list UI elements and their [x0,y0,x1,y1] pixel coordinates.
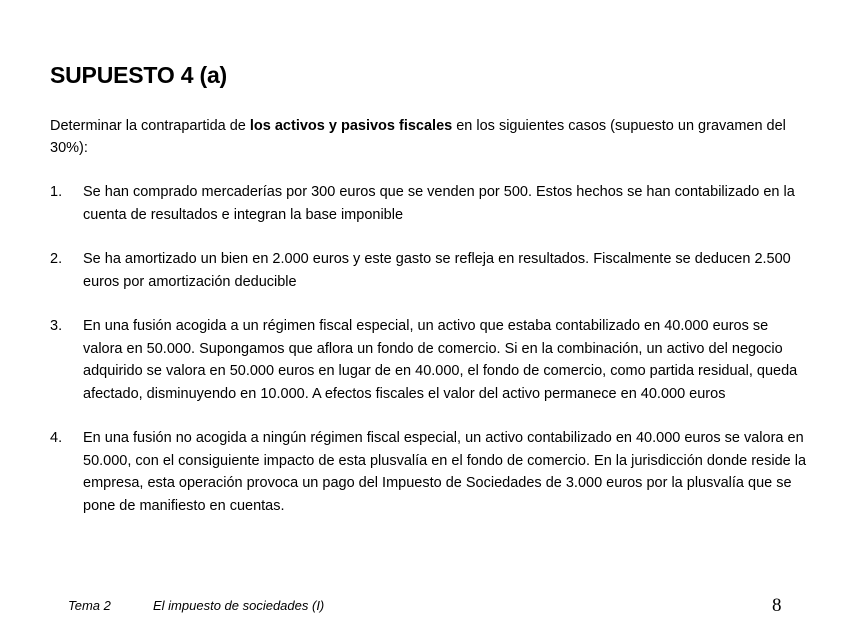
case-item-2 [50,248,810,293]
intro-paragraph [50,115,810,159]
case-text: En una fusión no acogida a ningún régimen fiscal especial, un activo contabilizado en 40.000 euros se valora en 50.000, con el consiguiente impacto de esta plusvalía en el fondo de comercio. En la jurisdicción donde reside la empresa, esta operación provoca un pago del Impuesto de Sociedades de 3.000 euros por la plusvalía que se pone de manifiesto en cuentas. [83,430,807,514]
case-text: Se ha amortizado un bien en 2.000 euros y este gasto se refleja en resultados. Fiscalmente se deducen 2.500 euros por amortización deducible [83,251,791,290]
intro-text-before: Determinar la contrapartida de [50,118,250,134]
slide-title: SUPUESTO 4 (a) [50,62,227,88]
case-number: 4. [50,430,63,446]
case-number: 1. [50,184,63,200]
case-item-1 [50,181,810,226]
case-number: 2. [50,251,63,267]
intro-text-after: en los siguientes casos (supuesto un gravamen del 30%): [50,118,786,156]
case-text: En una fusión acogida a un régimen fiscal especial, un activo que estaba contabilizado en 40.000 euros se valora en 50.000. Supongamos que aflora un fondo de comercio. Si en la combinación, un activo del negocio adquirido se valora en 50.000 euros en lugar de en 40.000, el fondo de comercio, como partida residual, queda afectado, disminuyendo en 10.000. A efectos fiscales el valor del activo permanece en 40.000 euros [83,318,798,402]
case-number: 3. [50,318,63,334]
case-item-4 [50,427,810,517]
case-list [50,181,810,539]
page-number: 8 [772,595,782,616]
intro-text-bold: los activos y pasivos fiscales [249,118,453,134]
case-item-3 [50,315,810,405]
footer-course-name: El impuesto de sociedades (I) [153,598,325,613]
case-text: Se han comprado mercaderías por 300 euros que se venden por 500. Estos hechos se han contabilizado en la cuenta de resultados e integran la base imponible [83,184,795,223]
footer-topic: Tema 2 [68,598,111,613]
